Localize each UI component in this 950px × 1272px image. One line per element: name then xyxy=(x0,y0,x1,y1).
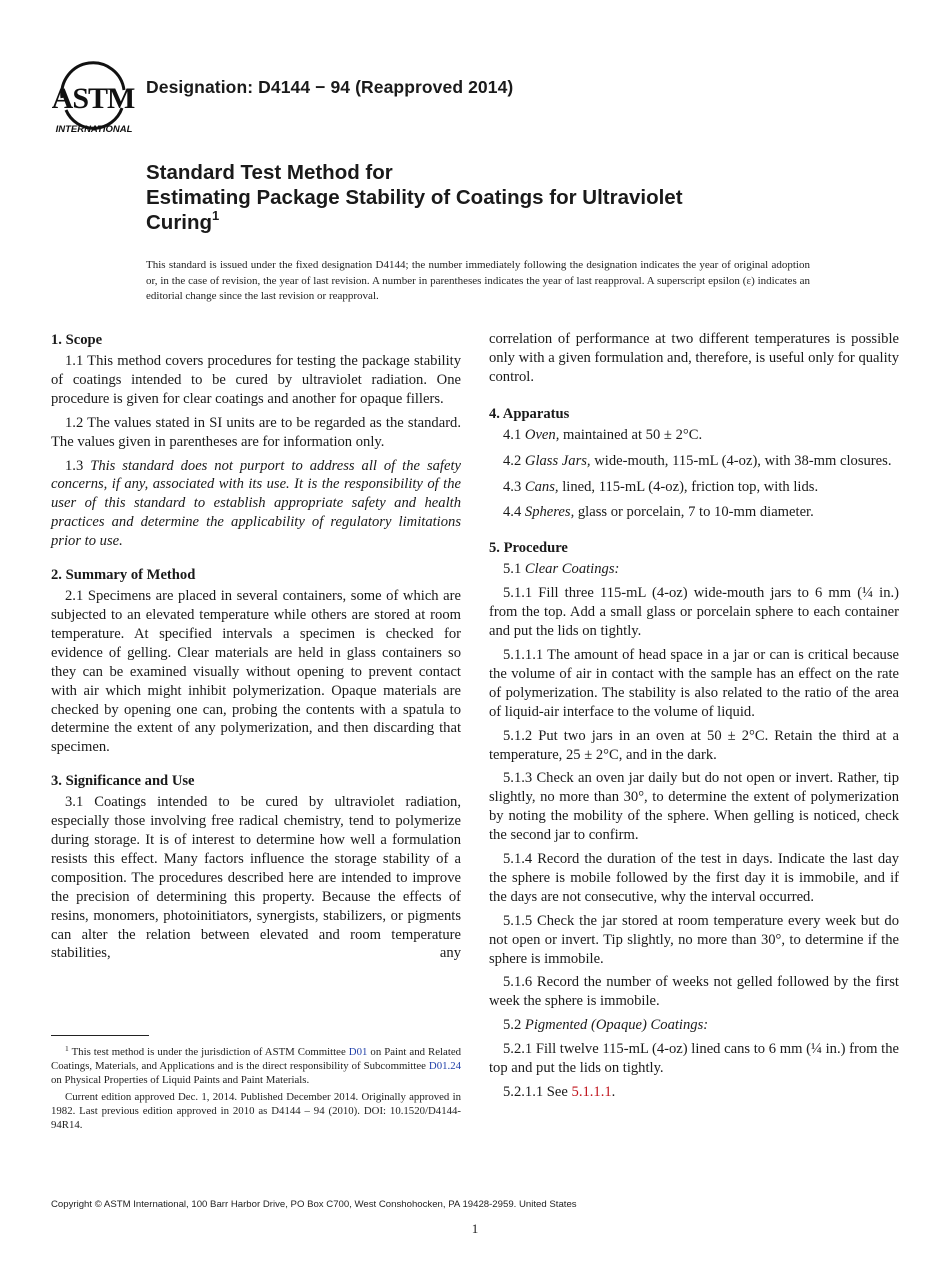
apparatus-item-spheres xyxy=(489,503,899,522)
footnote-2: Current edition approved Dec. 1, 2014. Published December 2014. Originally approved in 1982. Last previous edition approved in 2010 as D4144 – 94 (2010). DOI: 10.1520/D4144-94R14. xyxy=(51,1090,461,1132)
item-term: Cans, xyxy=(524,478,559,495)
left-column xyxy=(51,330,461,968)
logo-subtext: INTERNATIONAL xyxy=(55,124,133,135)
item-text: wide-mouth, 115-mL (4-oz), with 38-mm closures. xyxy=(594,452,892,469)
paragraph-1-3 xyxy=(51,457,461,552)
footnote-divider xyxy=(51,1035,149,1036)
section-heading: 4. Apparatus xyxy=(489,405,570,422)
item-number: 4.2 xyxy=(503,452,522,469)
paragraph-number: 5.2 xyxy=(503,1017,522,1034)
paragraph-5-2-1: 5.2.1 Fill twelve 115-mL (4-oz) lined cans to 6 mm (¼ in.) from the top and put the lids on tightly. xyxy=(489,1041,899,1077)
item-text: glass or porcelain, 7 to 10-mm diameter. xyxy=(577,504,814,521)
paragraph-term: Pigmented (Opaque) Coatings: xyxy=(524,1017,709,1034)
paragraph-1-2: 1.2 The values stated in SI units are to be regarded as the standard. The values given in parentheses are for information only. xyxy=(51,414,461,450)
item-term: Spheres, xyxy=(524,504,575,521)
footnote-mark: 1 xyxy=(65,1044,69,1053)
paragraph-5-1-4: 5.1.4 Record the duration of the test in days. Indicate the last day the sphere is mobile followed by the first day it is immobile, and if the days are not consecutive, why the interval occurred. xyxy=(489,851,899,905)
paragraph-2-1: 2.1 Specimens are placed in several containers, some of which are subjected to an elevated temperature while others are stored at room temperature. At specified intervals a specimen is checked for evidence of gelling. Clear materials are held in glass containers so they can be examined visually without opening to prevent contact with air which might inhibit polymerization. Opaque materials are checked by opening one can, probing the contents with a spatula to determine the extent of any polymerization, and then discarding that specimen. xyxy=(51,588,461,756)
paragraph-5-1-2: 5.1.2 Put two jars in an oven at 50 ± 2°C. Retain the third at a temperature, 25 ± 2°C, and in the dark. xyxy=(489,727,899,763)
period: . xyxy=(611,1084,616,1100)
paragraph-5-2 xyxy=(489,1016,899,1035)
paragraph-5-1-3: 5.1.3 Check an oven jar daily but do not open or invert. Rather, tip slightly, no more than 30°, to determine the extent of polymerization by noting the mobility of the sphere. When gelling is noticed, check the second jar to confirm. xyxy=(489,770,899,844)
apparatus-item-cans xyxy=(489,478,899,497)
designation: Designation: D4144 − 94 (Reapproved 2014) xyxy=(146,77,514,97)
section-significance xyxy=(51,771,461,963)
paragraph-5-2-1-1 xyxy=(489,1083,899,1102)
section-heading: 3. Significance and Use xyxy=(51,773,195,790)
section-procedure xyxy=(489,538,899,1102)
paragraph-3-1-continued: correlation of performance at two different temperatures is possible only with a given formulation and, therefore, is useful only for quality control. xyxy=(489,331,899,385)
title-line-2: Estimating Package Stability of Coatings for Ultraviolet xyxy=(146,186,683,209)
committee-link[interactable]: D01 xyxy=(348,1046,368,1058)
document-title xyxy=(146,160,846,235)
paragraph-5-1-1: 5.1.1 Fill three 115-mL (4-oz) wide-mouth jars to 6 mm (¼ in.) from the top. Add a small glass or porcelain sphere to each container and put the lids on tightly. xyxy=(489,585,899,640)
issued-notice: This standard is issued under the fixed designation D4144; the number immediately following the designation indicates the year of original adoption or, in the case of revision, the year of last revision. A number in parentheses indicates the year of last reapproval. A superscript epsilon (ε) indicates an editorial change since the last revision or reapproval. xyxy=(146,259,810,302)
footnote-text-a: This test method is under the jurisdiction of ASTM Committee xyxy=(71,1046,346,1058)
paragraph-term: Clear Coatings: xyxy=(524,561,620,578)
apparatus-item-glass-jars xyxy=(489,452,899,471)
copyright-notice: Copyright © ASTM International, 100 Barr Harbor Drive, PO Box C700, West Conshohocken, PA 19428-2959. United States xyxy=(51,1199,577,1210)
item-term: Glass Jars, xyxy=(524,452,591,469)
section-heading: 2. Summary of Method xyxy=(51,567,196,584)
item-number: 4.1 xyxy=(503,426,522,443)
paragraph-number: 5.2.1.1 See xyxy=(503,1084,568,1100)
section-apparatus xyxy=(489,404,899,523)
apparatus-item-oven xyxy=(489,426,899,445)
section-summary xyxy=(51,565,461,757)
paragraph-5-1-6: 5.1.6 Record the number of weeks not gelled followed by the first week the sphere is immobile. xyxy=(489,974,899,1010)
paragraph-number: 1.3 xyxy=(65,457,84,474)
right-column xyxy=(489,330,899,1107)
section-heading: 1. Scope xyxy=(51,332,103,348)
title-line-3 xyxy=(146,210,846,235)
item-text: maintained at 50 ± 2°C. xyxy=(563,426,703,443)
astm-logo xyxy=(52,58,136,136)
item-number: 4.3 xyxy=(503,478,522,495)
paragraph-5-1-1-1: 5.1.1.1 The amount of head space in a jar or can is critical because the volume of air in contact with the sample has an effect on the rate of polymerization. The stability is also related to the ratio of the area of liquid-air interface to the volume of liquid. xyxy=(489,646,899,720)
section-scope xyxy=(51,330,461,551)
title-line-3-text: Curing xyxy=(146,211,213,234)
logo-text: ASTM xyxy=(52,82,135,115)
item-number: 4.4 xyxy=(503,504,522,521)
footnote-text-c: on Physical Properties of Liquid Paints and Paint Materials. xyxy=(51,1074,310,1087)
subcommittee-link[interactable]: D01.24 xyxy=(428,1060,461,1073)
section-heading: 5. Procedure xyxy=(489,540,568,557)
paragraph-1-3-text: This standard does not purport to address all of the safety concerns, if any, associated with its use. It is the responsibility of the user of this standard to establish appropriate safety and health practices and determine the applicability of regulatory limitations prior to use. xyxy=(51,457,461,550)
item-text: lined, 115-mL (4-oz), friction top, with lids. xyxy=(562,478,819,495)
footnote-text-b: on Paint and Related Coatings, Materials, and Applications and is the direct responsibility of Subcommittee xyxy=(51,1046,462,1073)
paragraph-5-1-5: 5.1.5 Check the jar stored at room temperature every week but do not open or invert. Tip slightly, no more than 30°, to determine if the sphere is immobile. xyxy=(489,912,899,967)
page-number: 1 xyxy=(471,1221,479,1236)
footnote-1 xyxy=(51,1045,461,1088)
footnote xyxy=(51,1045,461,1134)
paragraph-number: 5.1 xyxy=(503,561,522,578)
section-reference-link[interactable]: 5.1.1.1 xyxy=(571,1084,612,1100)
title-footnote-mark: 1 xyxy=(212,208,220,223)
paragraph-3-1: 3.1 Coatings intended to be cured by ultraviolet radiation, especially those involving free radical chemistry, tend to polymerize during storage. It is of interest to determine how well a formulation resists this effect. Many factors influence the storage stability of a composition. The procedures described here are intended to improve the precision of determining this property. Because the effects of resins, monomers, photoinitiators, synergists, stabilizers, or pigments can alter the relation between elevated and room temperature stabilities, any xyxy=(51,794,461,962)
title-line-1: Standard Test Method for xyxy=(146,161,393,184)
item-term: Oven, xyxy=(524,426,560,443)
paragraph-1-1: 1.1 This method covers procedures for testing the package stability of coatings intended to be cured by ultraviolet radiation. One procedure is given for clear coatings and another for opaque fillers. xyxy=(51,353,461,407)
paragraph-5-1 xyxy=(489,560,899,579)
